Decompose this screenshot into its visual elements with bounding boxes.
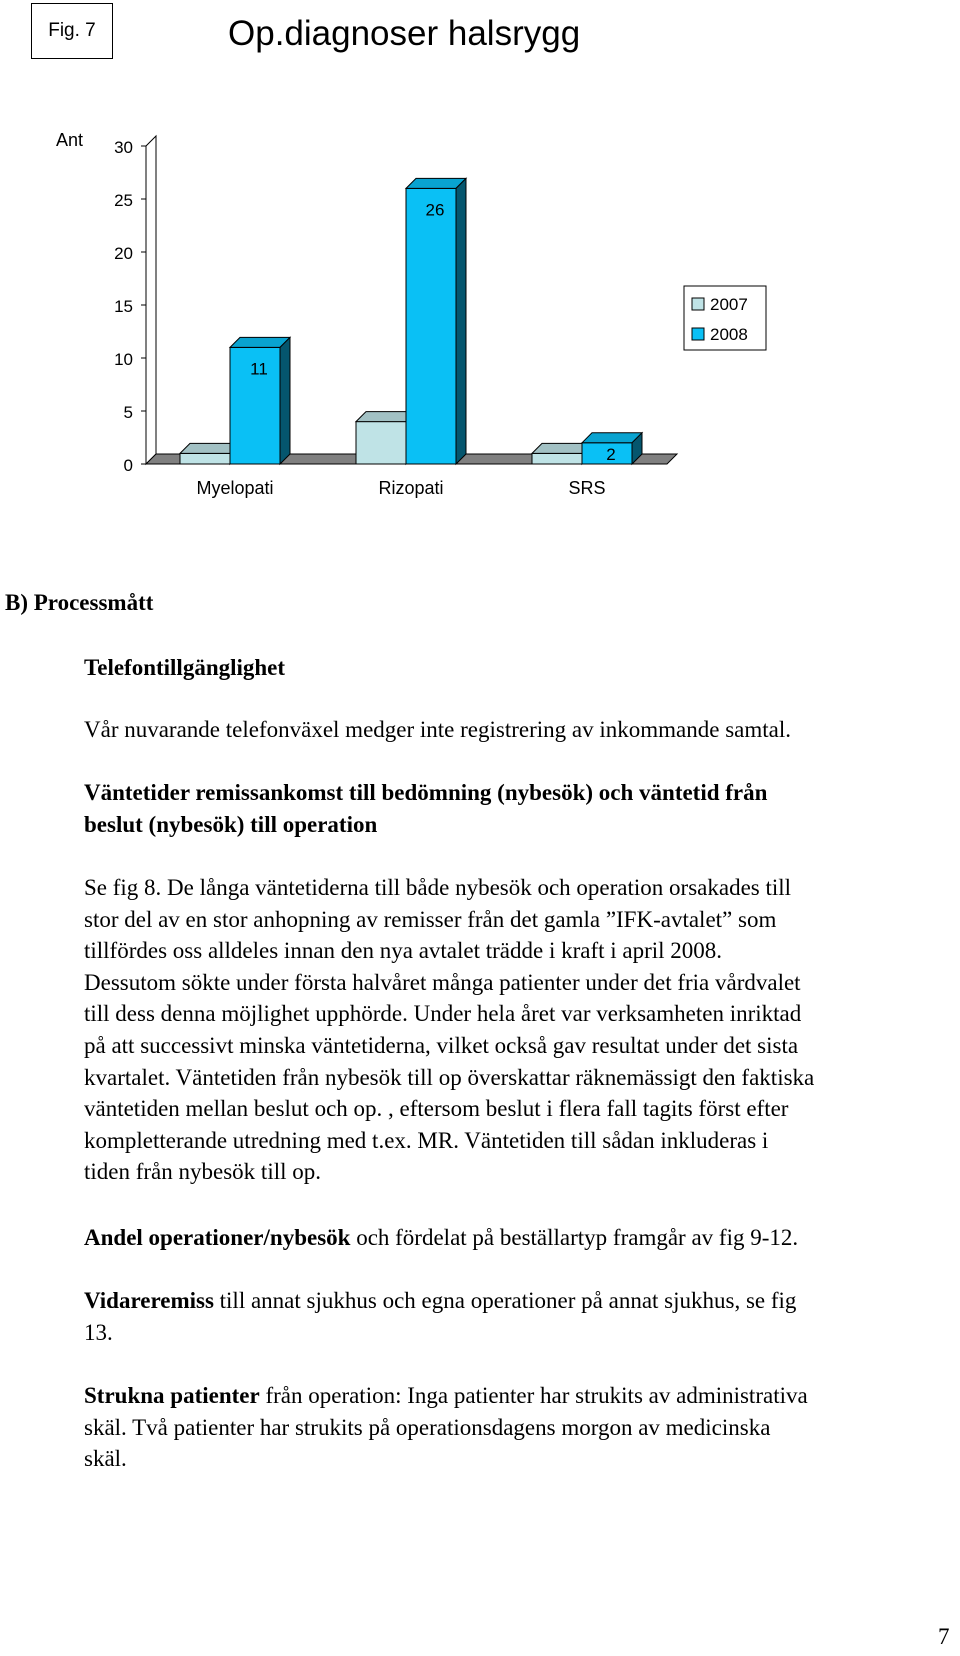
wait-line: tiden från nybesök till op. bbox=[84, 1159, 321, 1185]
legend-label: 2008 bbox=[710, 325, 748, 344]
x-category-label: SRS bbox=[568, 478, 606, 498]
vidare-text-2: 13. bbox=[84, 1319, 113, 1345]
bar-2008-Rizopati bbox=[406, 188, 456, 464]
wait-line: kompletterande utredning med t.ex. MR. Väntetiden till sådan inkluderas i bbox=[84, 1127, 769, 1153]
wait-paragraph bbox=[84, 872, 954, 1188]
legend-label: 2007 bbox=[710, 295, 748, 314]
y-tick-label: 10 bbox=[114, 350, 133, 369]
x-category-label: Myelopati bbox=[196, 478, 274, 498]
bar-chart bbox=[0, 0, 960, 520]
figure-label: Fig. 7 bbox=[31, 3, 113, 59]
y-axis-label: Ant bbox=[56, 130, 84, 150]
side-wall bbox=[146, 136, 156, 464]
wait-heading bbox=[84, 777, 954, 840]
andel-paragraph bbox=[84, 1222, 954, 1254]
data-label: 11 bbox=[250, 359, 268, 379]
x-category-label: Rizopati bbox=[378, 478, 444, 498]
bar-2007-SRS bbox=[532, 453, 582, 464]
wait-line: Se fig 8. De långa väntetiderna till både nybesök och operation orsakades till bbox=[84, 875, 792, 900]
wait-line: till dess denna möjlighet upphörde. Under hela året var verksamheten inriktad bbox=[84, 1001, 802, 1027]
wait-heading-line-1: Väntetider remissankomst till bedömning (nybesök) och väntetid från bbox=[84, 780, 768, 805]
y-tick-label: 15 bbox=[114, 297, 133, 316]
bar-side bbox=[456, 178, 466, 464]
bar-side bbox=[280, 337, 290, 464]
y-tick-label: 5 bbox=[123, 403, 133, 422]
data-label: 26 bbox=[425, 200, 445, 220]
wait-line: väntetiden mellan beslut och op. , eftersom beslut i flera fall tagits först efter bbox=[84, 1096, 789, 1122]
strukna-text-3: skäl. bbox=[84, 1446, 127, 1472]
section-heading: B) Processmått bbox=[5, 590, 154, 615]
strukna-text: från operation: Inga patienter har strukits av administrativa bbox=[259, 1383, 808, 1408]
chart-title: Op.diagnoser halsrygg bbox=[228, 14, 581, 53]
wait-line: kvartalet. Väntetiden från nybesök till op överskattar räknemässigt den faktiska bbox=[84, 1064, 815, 1090]
wait-heading-line-2: beslut (nybesök) till operation bbox=[84, 811, 378, 837]
vidare-paragraph bbox=[84, 1285, 954, 1348]
wait-line: stor del av en stor anhopning av remisser från det gamla ”IFK-avtalet” som bbox=[84, 906, 777, 932]
andel-term: Andel operationer/nybesök bbox=[84, 1225, 351, 1250]
legend-swatch bbox=[692, 328, 704, 340]
phone-text: Vår nuvarande telefonväxel medger inte registrering av inkommande samtal. bbox=[84, 717, 791, 742]
strukna-text-2: skäl. Två patienter har strukits på operationsdagens morgon av medicinska bbox=[84, 1414, 771, 1440]
strukna-term: Strukna patienter bbox=[84, 1383, 260, 1408]
vidare-term: Vidareremiss bbox=[84, 1288, 214, 1313]
page-number: 7 bbox=[938, 1624, 950, 1649]
data-label: 2 bbox=[606, 444, 616, 464]
wait-line: tillfördes oss alldeles innan den nya avtalet trädde i kraft i april 2008. bbox=[84, 938, 723, 964]
y-tick-label: 30 bbox=[114, 138, 133, 157]
wait-line: på att successivt minska väntetiderna, vilket också gav resultat under det sista bbox=[84, 1032, 799, 1058]
wait-line: Dessutom sökte under första halvåret många patienter under det fria vårdvalet bbox=[84, 969, 801, 995]
legend-swatch bbox=[692, 298, 704, 310]
vidare-text: till annat sjukhus och egna operationer på annat sjukhus, se fig bbox=[213, 1288, 797, 1313]
y-tick-label: 20 bbox=[114, 244, 133, 263]
chart-layer bbox=[56, 130, 766, 498]
y-tick-label: 25 bbox=[114, 191, 133, 210]
strukna-paragraph bbox=[84, 1380, 954, 1475]
bar-2007-Myelopati bbox=[180, 453, 230, 464]
phone-heading: Telefontillgänglighet bbox=[84, 655, 286, 680]
bar-2007-Rizopati bbox=[356, 422, 406, 464]
y-tick-label: 0 bbox=[123, 456, 133, 475]
andel-text: och fördelat på beställartyp framgår av fig 9-12. bbox=[350, 1225, 799, 1250]
